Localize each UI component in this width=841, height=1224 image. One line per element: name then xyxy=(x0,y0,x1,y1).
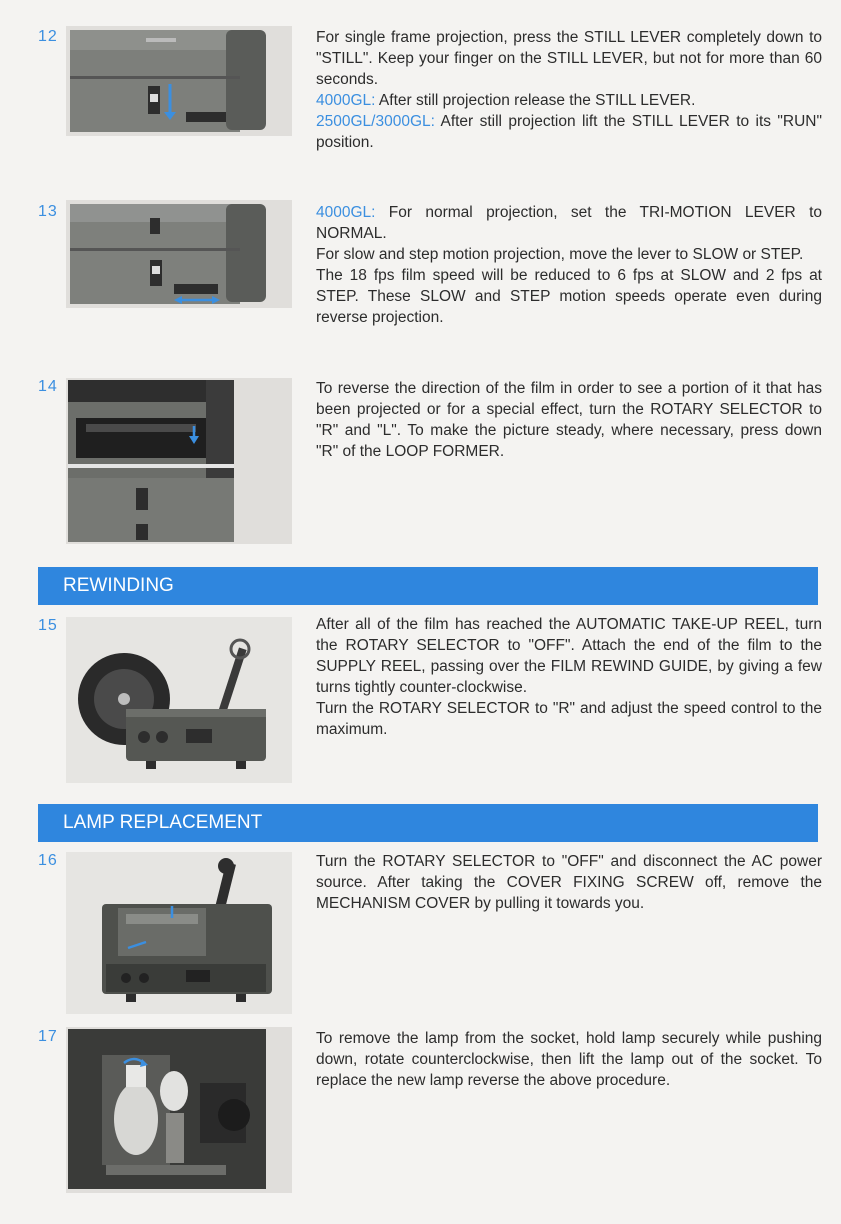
step-14-line-1: To reverse the direction of the film in order to see a portion of it that has been projected or for a special effect, turn the ROTARY SELECTOR to "R" and "L". To make the picture steady, where necessary, press down "R" of the LOOP FORMER. xyxy=(316,380,822,460)
step-15-line-1: After all of the film has reached the AUTOMATIC TAKE-UP REEL, turn the ROTARY SELECTOR to "OFF". Attach the end of the film to the SUPPLY REEL, passing over the FILM REWIND GUIDE, by giving a few turns tightly counter-clockwise. xyxy=(316,616,822,696)
step-17-line-1: To remove the lamp from the socket, hold lamp securely while pushing down, rotate counterclockwise, then lift the lamp out of the socket. To replace the new lamp reverse the above procedure. xyxy=(316,1030,822,1089)
model-label: 4000GL: xyxy=(316,204,376,221)
step-13-text xyxy=(316,202,822,328)
rotary-selector-photo xyxy=(66,378,292,544)
step-15-text xyxy=(316,614,822,740)
step-12-para-2 xyxy=(316,90,822,111)
mechanism-cover-photo xyxy=(66,852,292,1014)
step-number: 16 xyxy=(38,852,58,869)
step-number: 17 xyxy=(38,1028,58,1045)
step-number: 12 xyxy=(38,28,58,45)
step-number: 13 xyxy=(38,203,58,220)
step-13-para-2 xyxy=(316,244,822,265)
step-14-text xyxy=(316,378,822,462)
step-12-text xyxy=(316,27,822,153)
step-12-line-3: After still projection lift the STILL LEVER to its "RUN" position. xyxy=(316,113,822,151)
still-lever-photo xyxy=(66,26,292,136)
step-16-text xyxy=(316,851,822,914)
step-number: 15 xyxy=(38,617,58,634)
step-17-para-1 xyxy=(316,1028,822,1091)
step-13-para-1 xyxy=(316,202,822,244)
step-13-line-2: For slow and step motion projection, move the lever to SLOW or STEP. xyxy=(316,246,804,263)
step-15-para-1 xyxy=(316,614,822,698)
step-number: 14 xyxy=(38,378,58,395)
step-14-para-1 xyxy=(316,378,822,462)
step-15-line-2: Turn the ROTARY SELECTOR to "R" and adjust the speed control to the maximum. xyxy=(316,700,822,738)
rewinding-projector-photo xyxy=(66,617,292,783)
step-13-line-3: The 18 fps film speed will be reduced to 6 fps at SLOW and 2 fps at STEP. These SLOW and STEP motion speeds operate even during reverse projection. xyxy=(316,267,822,326)
step-12-para-1 xyxy=(316,27,822,90)
step-15-para-2 xyxy=(316,698,822,740)
step-12-para-3 xyxy=(316,111,822,153)
lamp-socket-photo xyxy=(66,1027,292,1193)
section-header-lamp-replacement: LAMP REPLACEMENT xyxy=(38,804,818,842)
step-17-text xyxy=(316,1028,822,1091)
step-12-line-1: For single frame projection, press the STILL LEVER completely down to "STILL". Keep your finger on the STILL LEVER, but not for more than 60 seconds. xyxy=(316,29,822,88)
step-13-para-3 xyxy=(316,265,822,328)
model-label: 2500GL/3000GL: xyxy=(316,113,435,130)
step-16-line-1: Turn the ROTARY SELECTOR to "OFF" and disconnect the AC power source. After taking the COVER FIXING SCREW off, remove the MECHANISM COVER by pulling it towards you. xyxy=(316,853,822,912)
step-12-line-2: After still projection release the STILL LEVER. xyxy=(378,92,696,109)
step-13-line-1: For normal projection, set the TRI-MOTION LEVER to NORMAL. xyxy=(316,204,823,242)
step-16-para-1 xyxy=(316,851,822,914)
section-header-rewinding: REWINDING xyxy=(38,567,818,605)
model-label: 4000GL: xyxy=(316,92,376,109)
tri-motion-lever-photo xyxy=(66,200,292,308)
